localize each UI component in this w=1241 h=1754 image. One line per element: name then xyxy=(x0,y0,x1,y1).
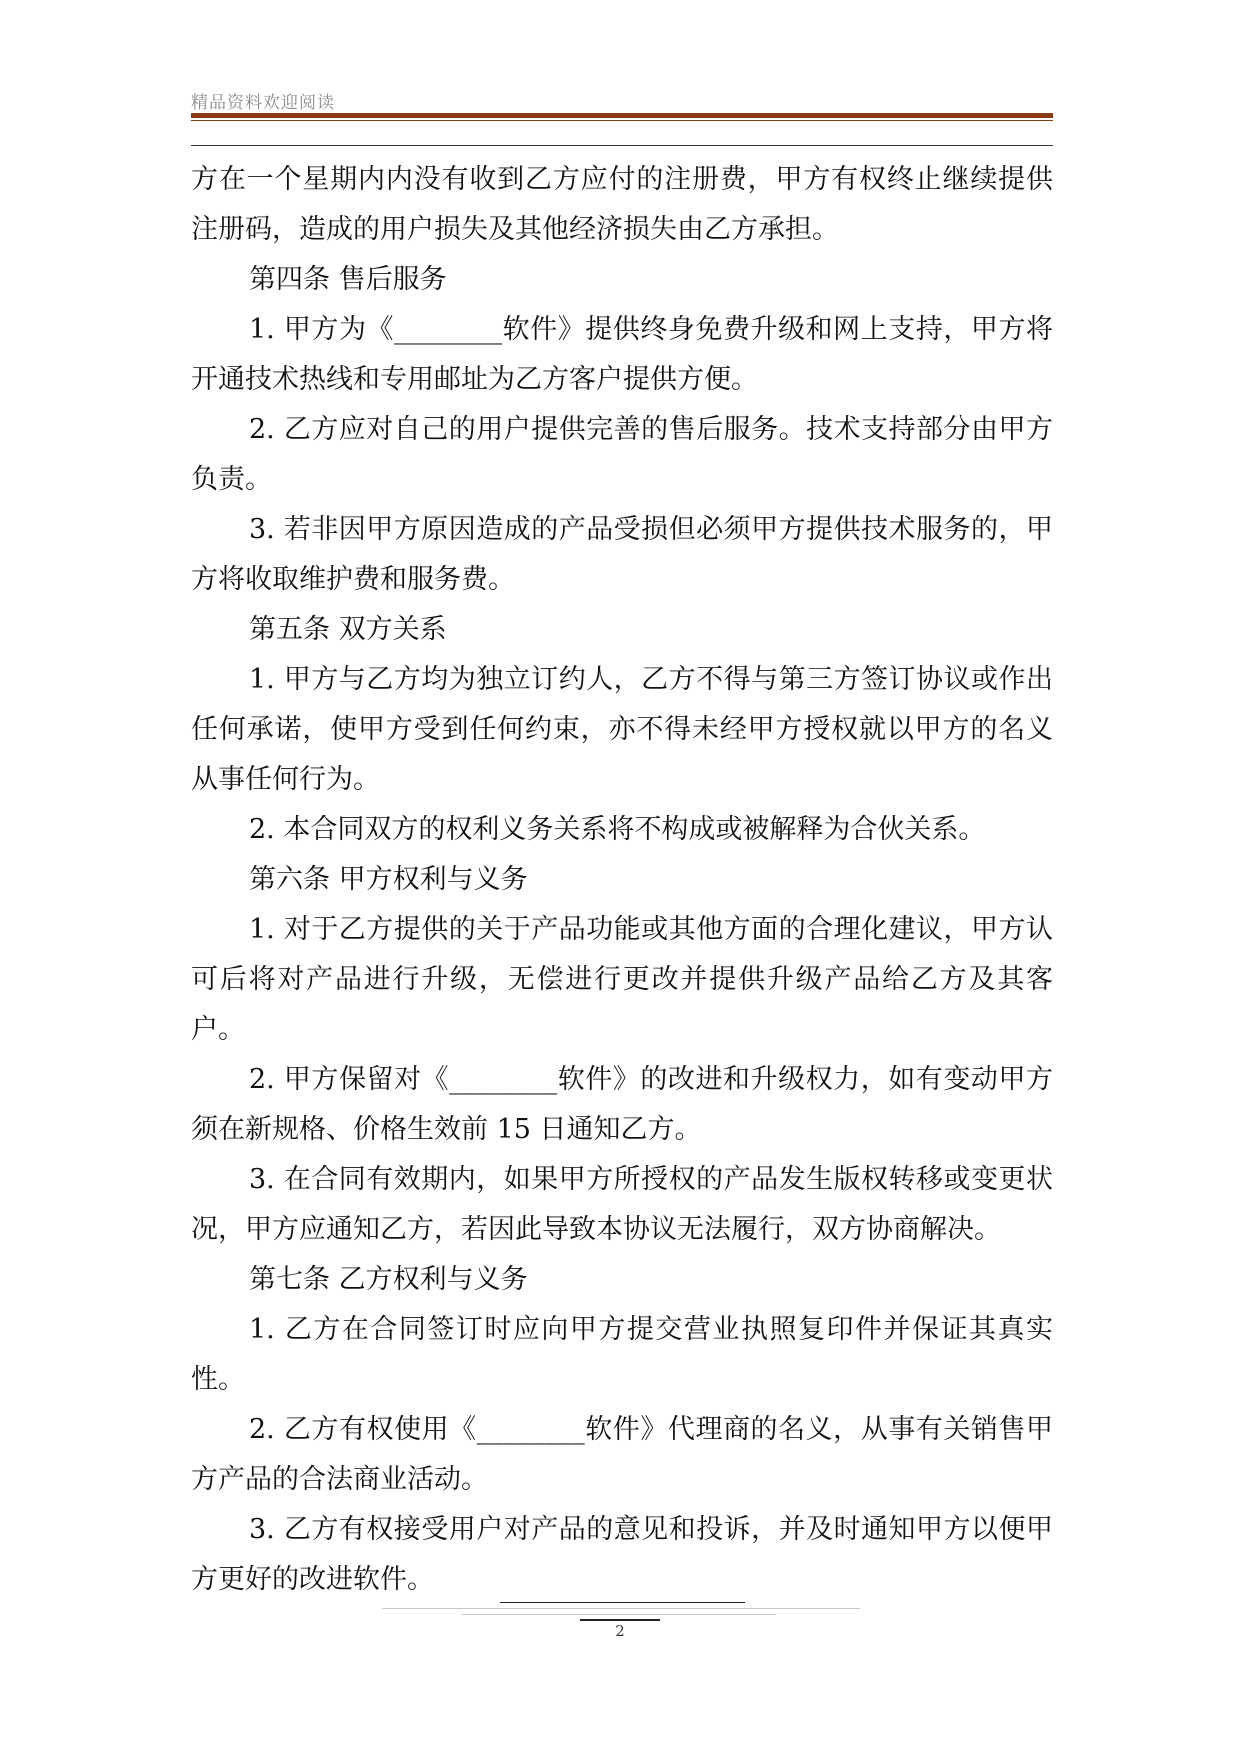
clause-4-3: 3. 若非因甲方原因造成的产品受损但必须甲方提供技术服务的，甲方将收取维护费和服务费。 xyxy=(191,514,1053,595)
footer-rule-light-short xyxy=(462,1614,776,1615)
clause-6-3: 3. 在合同有效期内，如果甲方所授权的产品发生版权转移或变更状况，甲方应通知乙方，若因此导致本协议无法履行，双方协商解决。 xyxy=(191,1164,1053,1245)
clause-4-1: 1. 甲方为《________软件》提供终身免费升级和网上支持，甲方将开通技术热线和专用邮址为乙方客户提供方便。 xyxy=(191,314,1053,395)
article-heading-6: 第六条 甲方权利与义务 xyxy=(249,864,528,895)
footer-rule xyxy=(500,1602,745,1603)
article-heading-5: 第五条 双方关系 xyxy=(249,614,447,645)
footer-rule-light xyxy=(382,1608,860,1609)
article-heading-7: 第七条 乙方权利与义务 xyxy=(249,1264,528,1295)
clause-6-2: 2. 甲方保留对《________软件》的改进和升级权力，如有变动甲方须在新规格、价格生效前 15 日通知乙方。 xyxy=(191,1064,1053,1145)
clause-5-1: 1. 甲方与乙方均为独立订约人，乙方不得与第三方签订协议或作出任何承诺，使甲方受到任何约束，亦不得未经甲方授权就以甲方的名义从事任何行为。 xyxy=(191,664,1053,795)
header-rule-thin xyxy=(191,120,1053,121)
clause-4-2: 2. 乙方应对自己的用户提供完善的售后服务。技术支持部分由甲方负责。 xyxy=(191,414,1053,495)
clause-7-1: 1. 乙方在合同签订时应向甲方提交营业执照复印件并保证其真实性。 xyxy=(191,1314,1053,1395)
paragraph-continuation: 方在一个星期内内没有收到乙方应付的注册费，甲方有权终止继续提供注册码，造成的用户损失及其他经济损失由乙方承担。 xyxy=(191,164,1053,245)
document-body xyxy=(191,155,1053,1605)
article-heading-4: 第四条 售后服务 xyxy=(249,264,447,295)
clause-7-3: 3. 乙方有权接受用户对产品的意见和投诉，并及时通知甲方以便甲方更好的改进软件。 xyxy=(191,1514,1053,1595)
header-rule-thick xyxy=(191,113,1053,118)
footer-rule-center xyxy=(580,1619,660,1621)
clause-7-2: 2. 乙方有权使用《________软件》代理商的名义，从事有关销售甲方产品的合法商业活动。 xyxy=(191,1414,1053,1495)
header-divider xyxy=(191,145,1053,146)
page-number: 2 xyxy=(615,1622,625,1640)
header-title: 精品资料欢迎阅读 xyxy=(191,93,335,113)
clause-5-2: 2. 本合同双方的权利义务关系将不构成或被解释为合伙关系。 xyxy=(249,814,986,845)
clause-6-1: 1. 对于乙方提供的关于产品功能或其他方面的合理化建议，甲方认可后将对产品进行升级，无偿进行更改并提供升级产品给乙方及其客户。 xyxy=(191,914,1053,1045)
